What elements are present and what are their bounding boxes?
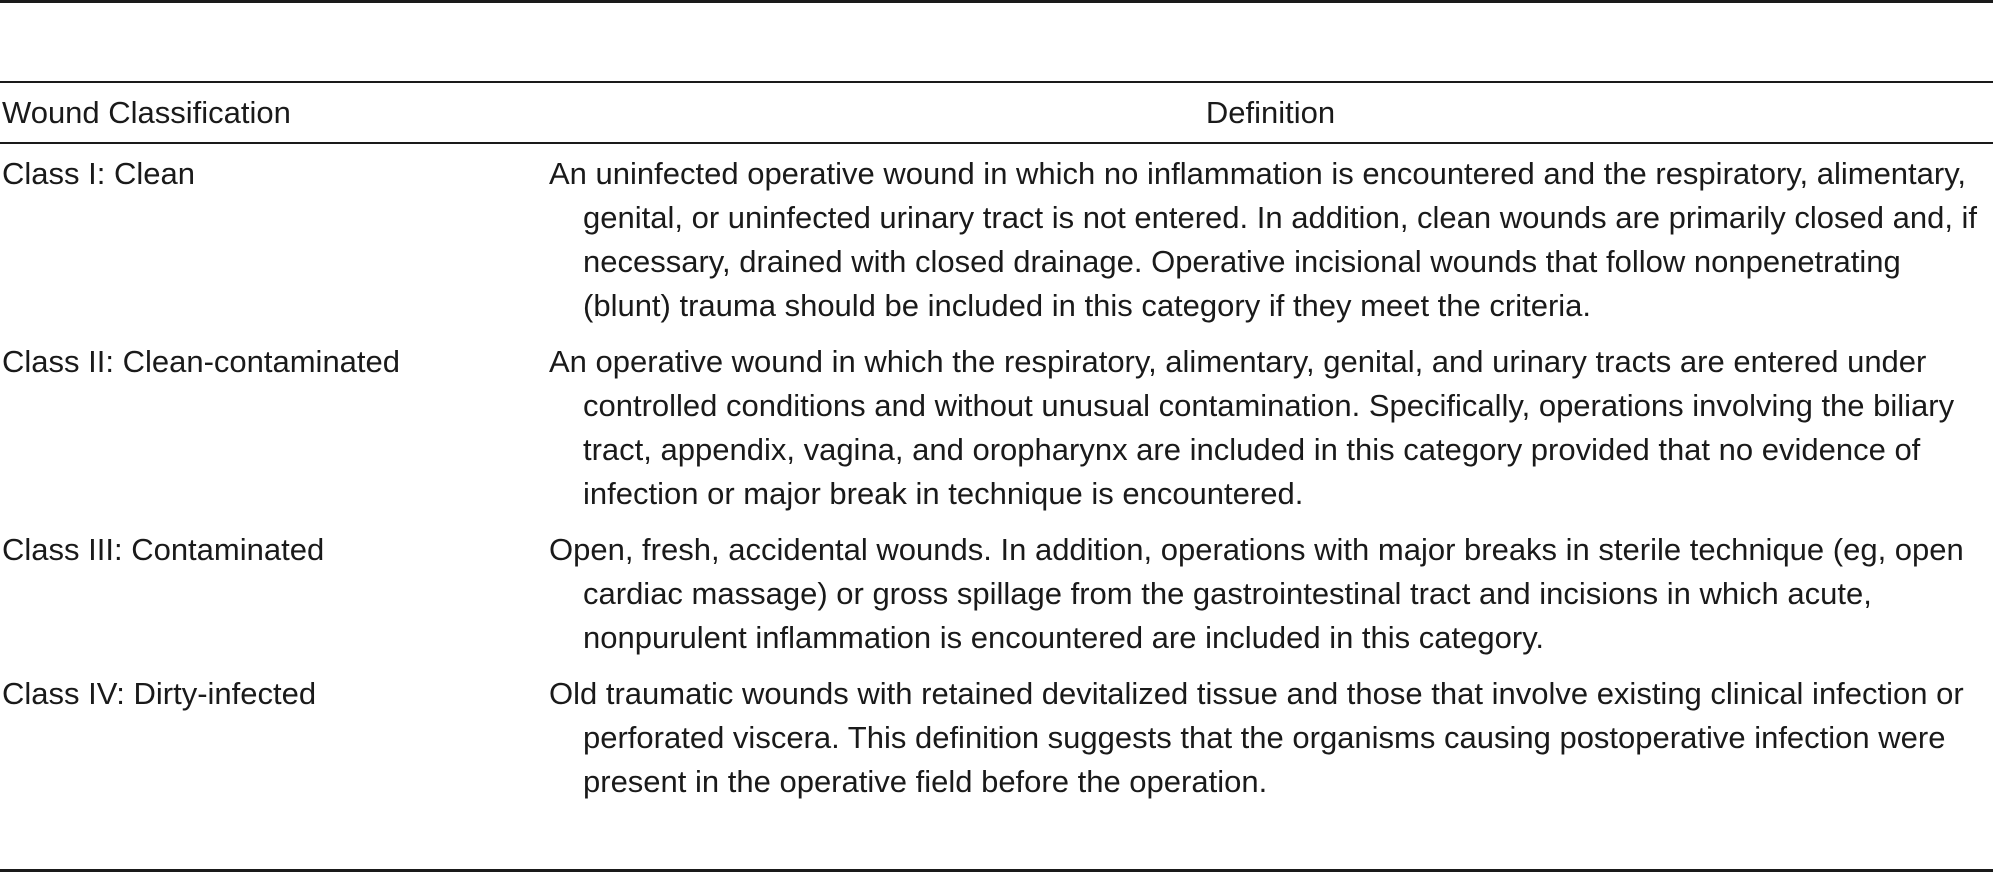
- classification-cell: Class III: Contaminated: [2, 532, 325, 567]
- column-header-definition: Definition: [1205, 95, 1336, 130]
- definition-cell: An operative wound in which the respiratory, alimentary, genital, and urinary tracts are entered under controlled conditions and without unusual contamination. Specifically, operations involving the biliary tract, appendix, vagina, and oropharynx are included in this category provided that no evidence of infection or major break in technique is encountered.: [549, 344, 1955, 511]
- column-header-classification: Wound Classification: [2, 95, 291, 130]
- table-row: [0, 340, 1993, 516]
- classification-cell: Class II: Clean-contaminated: [2, 344, 401, 379]
- table-row: [0, 528, 1993, 660]
- header-bottom-rule: [0, 142, 1993, 144]
- table-row: [0, 672, 1993, 804]
- definition-cell: Open, fresh, accidental wounds. In addition, operations with major breaks in sterile technique (eg, open cardiac massage) or gross spillage from the gastrointestinal tract and incisions in which acute, nonpurulent inflammation is encountered are included in this category.: [549, 532, 1964, 655]
- table-body: [0, 152, 1993, 816]
- classification-cell: Class I: Clean: [2, 156, 195, 191]
- classification-cell: Class IV: Dirty-infected: [2, 676, 317, 711]
- table-header-row: [0, 83, 1993, 142]
- table-bottom-rule: [0, 869, 1993, 872]
- table-row: [0, 152, 1993, 328]
- table-top-rule: [0, 0, 1993, 3]
- definition-cell: Old traumatic wounds with retained devitalized tissue and those that involve existing clinical infection or perforated viscera. This definition suggests that the organisms causing postoperative infection were present in the operative field before the operation.: [549, 676, 1964, 799]
- definition-cell: An uninfected operative wound in which no inflammation is encountered and the respiratory, alimentary, genital, or uninfected urinary tract is not entered. In addition, clean wounds are primarily closed and, if necessary, drained with closed drainage. Operative incisional wounds that follow nonpenetrating (blunt) trauma should be included in this category if they meet the criteria.: [549, 156, 1978, 323]
